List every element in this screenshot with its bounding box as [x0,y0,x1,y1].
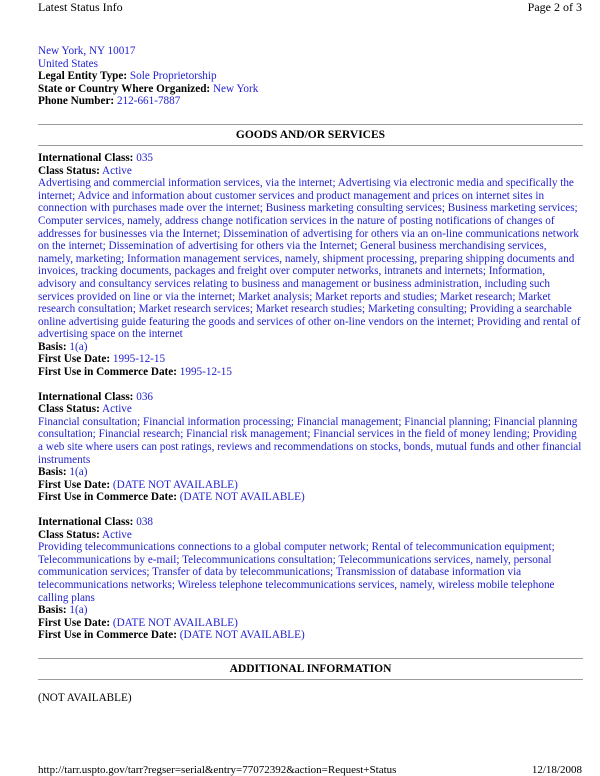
first-use-commerce-label: First Use in Commerce Date: [38,629,177,642]
class-block-035 [38,152,583,379]
class-description: Providing telecommunications connections to a global computer network; Rental of telecommunication equipment; Telecommunications by e-mail; Telecommunications consultation; Telecommunications services, namely, personal communication services; Transfer of data by telecommunications; Transmission of database information via telecommunications networks; Wireless telephone telecommunications services, namely, wireless mobile telephone calling plans [38,541,555,604]
first-use-commerce-value: (DATE NOT AVAILABLE) [179,629,305,642]
goods-services-heading: GOODS AND/OR SERVICES [38,124,583,146]
page-number: Page 2 of 3 [527,0,582,14]
basis-value: 1(a) [69,466,88,479]
class-status-label: Class Status: [38,164,100,177]
intl-class-value: 036 [136,390,153,403]
document-body [38,45,583,705]
first-use-label: First Use Date: [38,353,111,366]
basis-value: 1(a) [69,340,88,353]
state-organized-label: State or Country Where Organized: [38,82,211,95]
class-block-036 [38,391,583,504]
additional-info-heading: ADDITIONAL INFORMATION [38,658,583,680]
intl-class-value: 035 [136,151,153,164]
legal-entity-value: Sole Proprietorship [129,70,217,83]
class-description: Financial consultation; Financial information processing; Financial management; Financial planning; Financial planning consultation; Financial research; Financial risk management; Financial services in the field of money lending; Providing a web site where users can post ratings, reviews and recommendations on stocks, bonds, mutual funds and other financial instruments [38,415,582,466]
state-organized-value: New York [212,82,259,95]
basis-value: 1(a) [69,604,88,617]
intl-class-label: International Class: [38,151,134,164]
class-status-value: Active [102,164,132,177]
class-status-label: Class Status: [38,528,100,541]
intl-class-value: 038 [136,516,153,528]
phone-row [38,95,583,108]
first-use-commerce-value: (DATE NOT AVAILABLE) [179,491,305,504]
owner-info [38,45,583,108]
legal-entity-label: Legal Entity Type: [38,70,128,83]
basis-label: Basis: [38,466,67,479]
page-header-title: Latest Status Info [38,0,123,14]
first-use-label: First Use Date: [38,616,111,629]
phone-label: Phone Number: [38,95,115,108]
class-status-value: Active [102,528,132,541]
first-use-value: (DATE NOT AVAILABLE) [112,616,238,629]
class-description: Advertising and commercial information services, via the internet; Advertising via electronic media and specifically the internet; Advice and information about customer services and product management and prices on internet sites in connection with purchases made over the internet; Business marketing consulting services; Business marketing services; Computer services, namely, address change notification services in the nature of posting notifications of changes of addresses for businesses via the Internet; Dissemination of advertising for others via an on-line communications network on the internet; Dissemination of advertising for others via the Internet; General business merchandising services, namely, marketing; Information management services, namely, shipment processing, preparing shipping documents and invoices, tracking documents, packages and freight over computer networks, intranets and internets; Information, advisory and consultancy services relating to business and management or business administration, including such services provided on line or via the internet; Market analysis; Market reports and studies; Market research; Market research consultation; Market research services; Market research studies; Marketing consulting; Providing a searchable online advertising guide featuring the goods and services of other on-line vendors on the internet; Providing and rental of advertising space on the internet [38,177,581,341]
first-use-value: 1995-12-15 [112,353,166,366]
owner-address-city: New York, NY 10017 [38,45,136,57]
state-organized-row [38,83,583,96]
first-use-commerce-label: First Use in Commerce Date: [38,366,177,379]
basis-label: Basis: [38,604,67,617]
owner-address-country: United States [38,57,98,70]
first-use-label: First Use Date: [38,478,111,491]
additional-info-value: (NOT AVAILABLE) [38,691,132,704]
legal-entity-row [38,70,583,83]
first-use-commerce-value: 1995-12-15 [179,366,232,379]
first-use-commerce-label: First Use in Commerce Date: [38,491,177,504]
intl-class-label: International Class: [38,516,134,528]
footer-url[interactable]: http://tarr.uspto.gov/tarr?regser=serial&entry=77072392&action=Request+Status [38,764,397,776]
class-status-label: Class Status: [38,403,100,416]
intl-class-label: International Class: [38,390,134,403]
class-block-038 [38,516,583,642]
footer-date: 12/18/2008 [531,764,582,776]
basis-label: Basis: [38,340,67,353]
class-status-value: Active [102,403,132,416]
first-use-value: (DATE NOT AVAILABLE) [112,478,238,491]
phone-value: 212-661-7887 [116,95,181,108]
